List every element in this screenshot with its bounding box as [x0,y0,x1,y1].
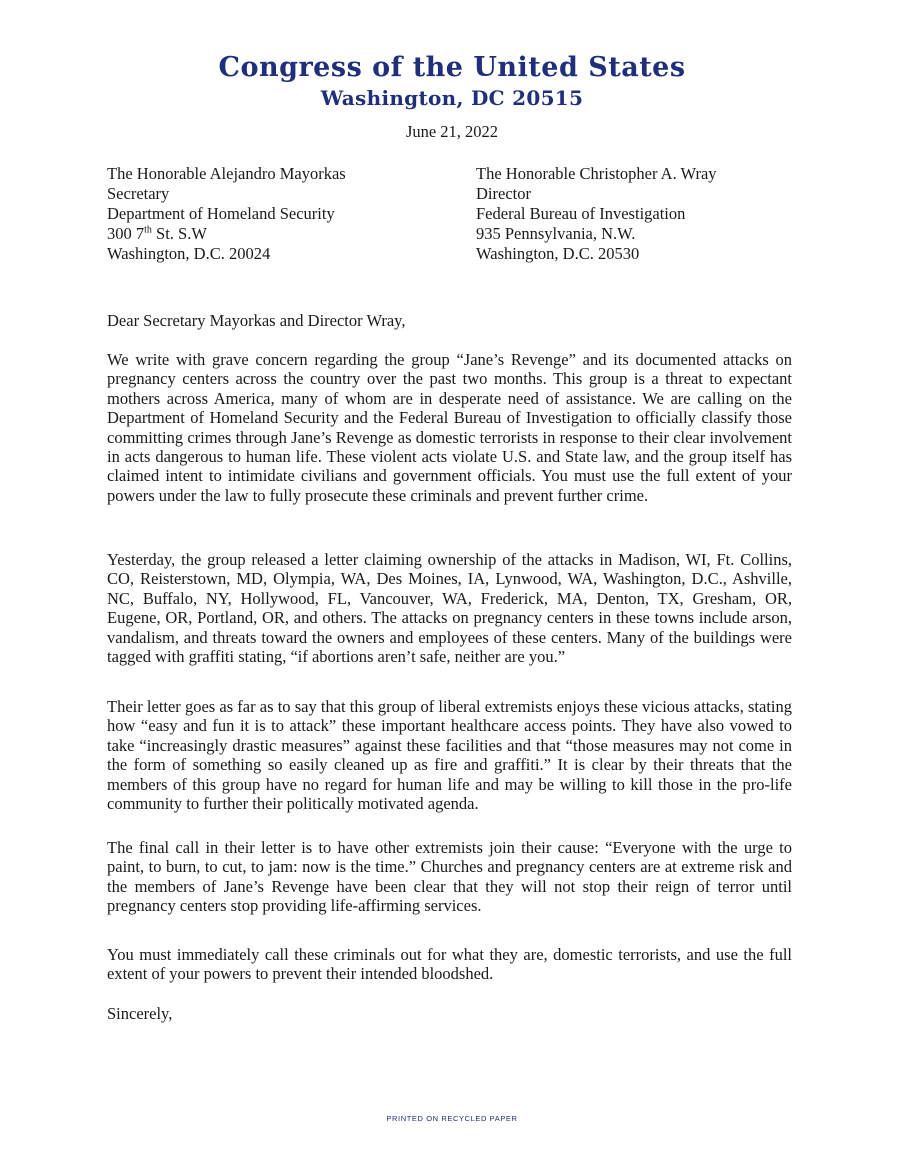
recipient-street [107,224,346,244]
recipient-city: Washington, D.C. 20024 [107,244,271,263]
street-rest: St. S.W [151,224,207,243]
recipient-city: Washington, D.C. 20530 [476,244,640,263]
letterhead-title: Congress of the United States [218,52,686,83]
recipient-street: 935 Pennsylvania, N.W. [476,224,636,243]
recycled-paper-footer: PRINTED ON RECYCLED PAPER [386,1114,518,1123]
recipient-address-right [476,164,717,264]
body-paragraph-3: Their letter goes as far as to say that this group of liberal extremists enjoys these vicious attacks, stating how “easy and fun it is to attack” these important healthcare access points. They have also vowed to take “increasingly drastic measures” against these facilities and that “those measures may not come in the form of something so easily cleaned up as fire and graffiti.” It is clear by their threats that the members of this group have no regard for human life and may be willing to kill those in the pro-life community to further their politically motivated agenda. [107,697,792,814]
street-number: 300 7 [107,224,145,243]
body-paragraph-2: Yesterday, the group released a letter claiming ownership of the attacks in Madison, WI, Ft. Collins, CO, Reisterstown, MD, Olympia, WA, Des Moines, IA, Lynwood, WA, Washington, D.C., Ashville, NC, Buffalo, NY, Hollywood, FL, Vancouver, WA, Frederick, MA, Denton, TX, Gresham, OR, Eugene, OR, Portland, OR, and others. The attacks on pregnancy centers in these towns include arson, vandalism, and threats toward the owners and employees of these centers. Many of the buildings were tagged with graffiti stating, “if abortions aren’t safe, neither are you.” [107,550,792,667]
closing: Sincerely, [107,1004,173,1023]
recipient-title: Secretary [107,184,170,203]
recipient-address-left [107,164,346,264]
letterhead-city: Washington, DC 20515 [320,86,584,110]
recipient-title: Director [476,184,531,203]
recipient-name: The Honorable Christopher A. Wray [476,164,717,183]
body-paragraph-5: You must immediately call these criminals out for what they are, domestic terrorists, and use the full extent of your powers to prevent their intended bloodshed. [107,945,792,984]
recipient-name: The Honorable Alejandro Mayorkas [107,164,346,183]
letter-date: June 21, 2022 [405,122,499,141]
salutation: Dear Secretary Mayorkas and Director Wray, [107,311,406,330]
recipient-agency: Federal Bureau of Investigation [476,204,686,223]
body-paragraph-4: The final call in their letter is to have other extremists join their cause: “Everyone with the urge to paint, to burn, to cut, to jam: now is the time.” Churches and pregnancy centers are at extreme risk and the members of Jane’s Revenge have been clear that they will not stop their reign of terror until pregnancy centers stop providing life-affirming services. [107,838,792,916]
body-paragraph-1: We write with grave concern regarding the group “Jane’s Revenge” and its documented attacks on pregnancy centers across the country over the past two months. This group is a threat to expectant mothers across America, many of whom are in desperate need of assistance. We are calling on the Department of Homeland Security and the Federal Bureau of Investigation to officially classify those committing crimes through Jane’s Revenge as domestic terrorists in response to their clear involvement in acts dangerous to human life. These violent acts violate U.S. and State law, and the group itself has claimed intent to intimidate civilians and government officials. You must use the full extent of your powers under the law to fully prosecute these criminals and prevent further crime. [107,350,792,505]
street-suffix: th [144,224,152,236]
recipient-agency: Department of Homeland Security [107,204,335,223]
